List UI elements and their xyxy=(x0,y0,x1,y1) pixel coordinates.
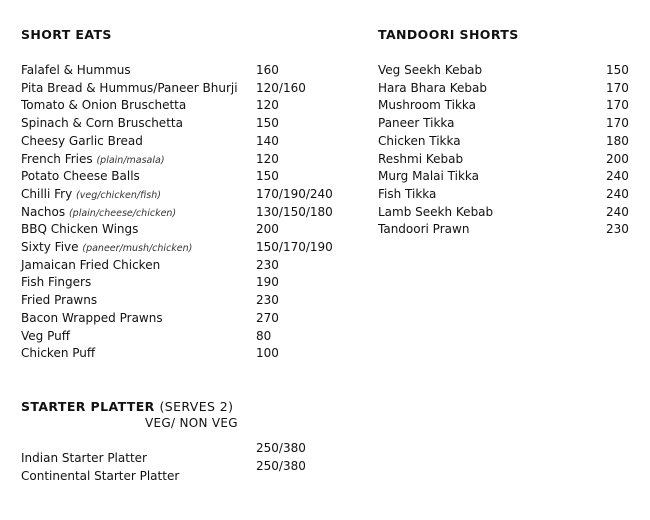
menu-item-title: Murg Malai Tikka xyxy=(378,169,479,184)
menu-item-row xyxy=(378,221,650,239)
menu-item-row xyxy=(21,151,346,169)
menu-item-price: 230 xyxy=(256,293,279,308)
menu-item-title: Fried Prawns xyxy=(21,293,98,308)
menu-item-price: 240 xyxy=(606,186,629,201)
menu-item-price: 230 xyxy=(606,222,629,237)
menu-item-name xyxy=(378,168,479,186)
starter-platter-heading xyxy=(21,399,233,414)
menu-item-title: Reshmi Kebab xyxy=(378,151,464,166)
starter-platter-title: STARTER PLATTER xyxy=(21,399,155,414)
menu-item-title: French Fries xyxy=(21,151,93,166)
menu-item-title: Sixty Five xyxy=(21,240,79,254)
menu-item-row xyxy=(21,62,346,80)
menu-item-price: 200 xyxy=(606,151,629,166)
menu-item-title: Nachos xyxy=(21,204,66,219)
platter-price: 250/380 xyxy=(256,441,306,455)
menu-item-title: Lamb Seekh Kebab xyxy=(378,204,494,219)
menu-item-title: Chicken Tikka xyxy=(378,133,461,148)
menu-item-row xyxy=(378,133,650,151)
menu-item-price: 140 xyxy=(256,133,279,148)
menu-item-title: Tomato & Onion Bruschetta xyxy=(21,98,187,113)
menu-item-price: 200 xyxy=(256,222,279,237)
menu-item-name xyxy=(378,62,482,80)
menu-item-name xyxy=(21,151,165,170)
menu-item-row xyxy=(378,204,650,222)
menu-item-title: Falafel & Hummus xyxy=(21,63,131,77)
menu-item-price: 130/150/180 xyxy=(256,204,333,219)
menu-item-name xyxy=(378,97,476,115)
menu-item-title: Chicken Puff xyxy=(21,346,96,361)
menu-item-name xyxy=(378,151,463,169)
menu-item-row xyxy=(21,221,346,239)
tandoori-shorts-heading: TANDOORI SHORTS xyxy=(378,27,519,42)
menu-item-name xyxy=(378,186,436,204)
menu-item-name xyxy=(21,345,95,363)
menu-item-title: Jamaican Fried Chicken xyxy=(21,257,161,272)
menu-item-name xyxy=(21,204,176,223)
menu-item-row xyxy=(21,186,346,204)
menu-item-row xyxy=(21,168,346,186)
menu-item-name xyxy=(21,62,131,80)
menu-item-price: 190 xyxy=(256,275,279,290)
menu-item-row xyxy=(21,274,346,292)
platter-item-name: Continental Starter Platter xyxy=(21,469,180,483)
menu-item-price: 150 xyxy=(256,169,279,184)
menu-item-note: (plain/cheese/chicken) xyxy=(68,207,177,219)
menu-item-price: 230 xyxy=(256,257,279,272)
menu-item-note: (veg/chicken/fish) xyxy=(76,189,161,201)
menu-item-row xyxy=(21,328,346,346)
menu-item-row xyxy=(378,62,650,80)
menu-item-title: Paneer Tikka xyxy=(378,116,455,131)
menu-item-row xyxy=(21,115,346,133)
menu-item-price: 270 xyxy=(256,310,279,325)
menu-item-price: 170 xyxy=(606,116,629,131)
starter-platter-serves: (SERVES 2) xyxy=(159,399,234,414)
menu-item-row xyxy=(21,239,346,257)
menu-item-row xyxy=(378,97,650,115)
menu-item-row xyxy=(21,204,346,222)
menu-item-row xyxy=(21,257,346,275)
menu-item-row xyxy=(21,80,346,98)
menu-item-name xyxy=(378,80,487,98)
short-eats-heading: SHORT EATS xyxy=(21,27,112,42)
menu-item-name xyxy=(21,274,91,292)
menu-item-title: Fish Tikka xyxy=(378,186,437,201)
menu-item-name xyxy=(21,292,97,310)
menu-item-row xyxy=(378,115,650,133)
menu-item-title: Tandoori Prawn xyxy=(378,222,470,237)
menu-item-price: 150 xyxy=(606,63,629,77)
menu-item-title: Mushroom Tikka xyxy=(378,98,477,113)
menu-item-name xyxy=(21,168,140,186)
menu-item-price: 100 xyxy=(256,346,279,361)
menu-item-note: (plain/masala) xyxy=(96,154,165,166)
menu-item-name xyxy=(378,115,455,133)
menu-item-name xyxy=(21,133,143,151)
menu-item-price: 150/170/190 xyxy=(256,240,333,254)
menu-item-title: Cheesy Garlic Bread xyxy=(21,133,143,148)
menu-item-row xyxy=(21,345,346,363)
menu-item-title: Veg Puff xyxy=(21,328,70,343)
menu-item-name xyxy=(21,239,192,258)
menu-item-row xyxy=(21,133,346,151)
menu-item-title: Potato Cheese Balls xyxy=(21,169,140,184)
menu-item-title: Hara Bhara Kebab xyxy=(378,80,488,95)
menu-item-row xyxy=(21,310,346,328)
platter-price: 250/380 xyxy=(256,459,306,473)
menu-item-name xyxy=(21,80,238,98)
menu-item-note: (paneer/mush/chicken) xyxy=(82,243,193,254)
menu-item-title: BBQ Chicken Wings xyxy=(21,222,139,237)
menu-item-title: Spinach & Corn Bruschetta xyxy=(21,116,183,131)
menu-item-name xyxy=(378,133,461,151)
menu-item-row xyxy=(21,292,346,310)
menu-item-title: Bacon Wrapped Prawns xyxy=(21,310,163,325)
menu-item-name xyxy=(21,115,183,133)
menu-item-price: 80 xyxy=(256,328,272,343)
menu-item-title: Chilli Fry xyxy=(21,186,73,201)
menu-item-row xyxy=(378,186,650,204)
menu-item-price: 120/160 xyxy=(256,80,306,95)
menu-item-name xyxy=(21,328,70,346)
menu-item-price: 170 xyxy=(606,80,629,95)
menu-item-name xyxy=(21,221,138,239)
menu-item-row xyxy=(378,151,650,169)
starter-platter-subheading: VEG/ NON VEG xyxy=(145,416,238,430)
menu-item-row xyxy=(21,97,346,115)
menu-item-name xyxy=(378,221,469,239)
menu-item-title: Veg Seekh Kebab xyxy=(378,63,483,77)
menu-item-name xyxy=(378,204,493,222)
menu-item-price: 170 xyxy=(606,98,629,113)
menu-item-name xyxy=(21,310,163,328)
menu-item-name xyxy=(21,257,160,275)
menu-item-price: 120 xyxy=(256,151,279,166)
menu-item-price: 180 xyxy=(606,133,629,148)
menu-item-name xyxy=(21,186,161,205)
menu-item-price: 150 xyxy=(256,116,279,131)
platter-item-name: Indian Starter Platter xyxy=(21,451,147,465)
menu-item-price: 240 xyxy=(606,169,629,184)
menu-item-title: Pita Bread & Hummus/Paneer Bhurji xyxy=(21,80,238,95)
menu-item-title: Fish Fingers xyxy=(21,275,92,290)
menu-item-price: 160 xyxy=(256,63,279,77)
menu-item-row xyxy=(378,168,650,186)
menu-item-row xyxy=(378,80,650,98)
menu-item-name xyxy=(21,97,186,115)
menu-item-price: 240 xyxy=(606,204,629,219)
menu-item-price: 170/190/240 xyxy=(256,186,333,201)
menu-item-price: 120 xyxy=(256,98,279,113)
